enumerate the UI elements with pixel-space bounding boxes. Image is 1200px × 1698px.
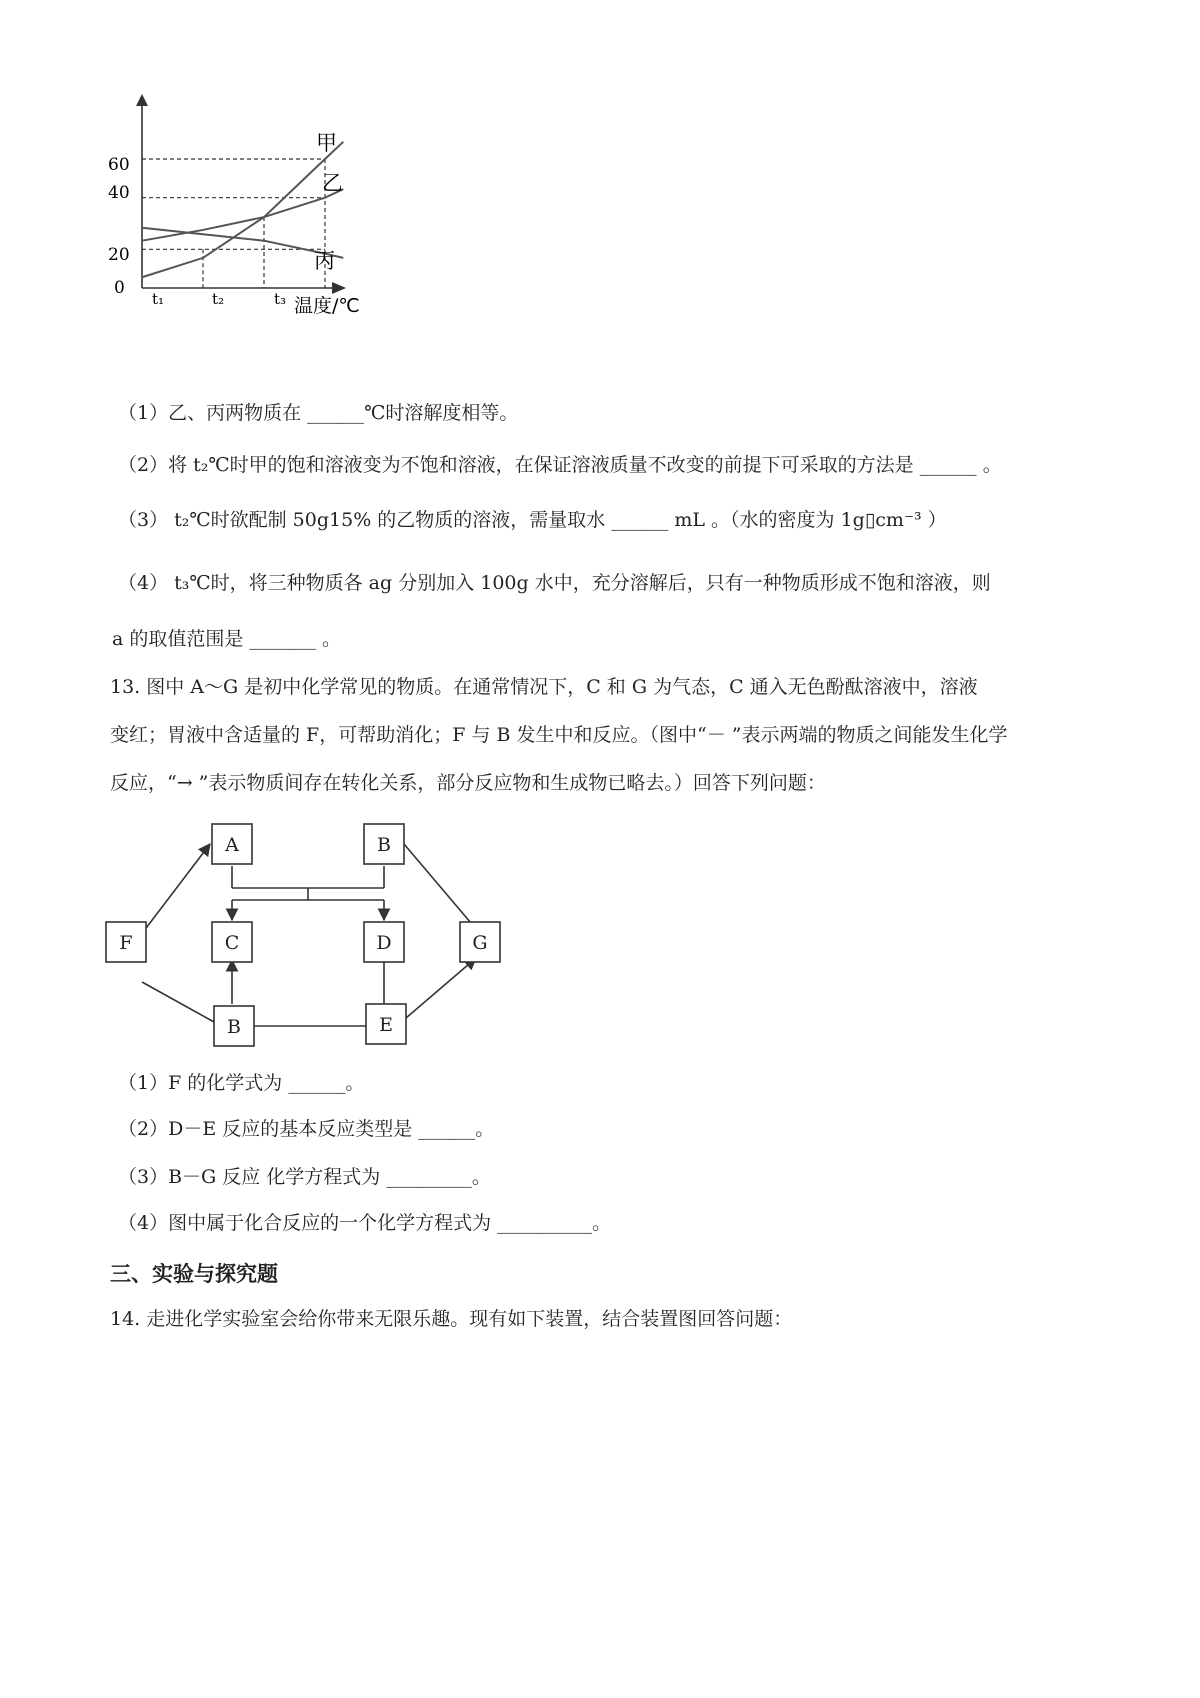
solubility-chart bbox=[100, 90, 380, 350]
node-b-bottom: B bbox=[227, 1016, 241, 1038]
x-axis-arrow bbox=[332, 282, 346, 294]
y-tick-40: 40 bbox=[108, 183, 130, 203]
series-label-bing: 丙 bbox=[314, 249, 335, 273]
node-a: A bbox=[225, 834, 239, 856]
q13-part3: （3）B－G 反应 化学方程式为 _________。 bbox=[118, 1166, 491, 1188]
y-tick-60: 60 bbox=[108, 155, 130, 175]
q12-part3: （3） t₂℃时欲配制 50g15% 的乙物质的溶液，需量取水 ______ mL 。（水的密度为 1g▯cm⁻³ ） bbox=[118, 509, 947, 531]
q12-part4-line2: a 的取值范围是 _______ 。 bbox=[112, 628, 341, 650]
x-tick-t1: t₁ bbox=[152, 290, 165, 308]
q13-part4: （4）图中属于化合反应的一个化学方程式为 __________。 bbox=[118, 1212, 612, 1234]
x-axis-label: 温度/℃ bbox=[294, 295, 360, 317]
node-e: E bbox=[379, 1014, 393, 1036]
q13-part2: （2）D－E 反应的基本反应类型是 ______。 bbox=[118, 1118, 495, 1140]
node-c: C bbox=[224, 932, 240, 954]
q14-intro: 14. 走进化学实验室会给你带来无限乐趣。现有如下装置，结合装置图回答问题： bbox=[110, 1308, 793, 1330]
q13-intro-line3: 反应，“→ ”表示物质间存在转化关系，部分反应物和生成物已略去。）回答下列问题： bbox=[110, 772, 826, 794]
reaction-diagram bbox=[100, 808, 520, 1058]
node-f: F bbox=[119, 932, 133, 954]
q13-part1: （1）F 的化学式为 ______。 bbox=[118, 1072, 365, 1094]
q12-part2: （2）将 t₂℃时甲的饱和溶液变为不饱和溶液，在保证溶液质量不改变的前提下可采取的方法是 ______ 。 bbox=[118, 454, 1002, 476]
node-b-top: B bbox=[377, 834, 391, 856]
series-label-yi: 乙 bbox=[322, 171, 343, 195]
node-d: D bbox=[376, 932, 392, 954]
x-tick-t3: t₃ bbox=[274, 290, 287, 308]
q13-intro-line1: 13. 图中 A～G 是初中化学常见的物质。在通常情况下，C 和 G 为气态，C 通入无色酚酞溶液中，溶液 bbox=[110, 676, 978, 698]
q13-intro-line2: 变红；胃液中含适量的 F，可帮助消化；F 与 B 发生中和反应。（图中“－ ”表示两端的物质之间能发生化学 bbox=[110, 724, 1008, 746]
origin-label: 0 bbox=[114, 278, 125, 298]
node-g: G bbox=[472, 932, 488, 954]
y-axis-arrow bbox=[136, 94, 148, 106]
q12-part4-line1: （4） t₃℃时，将三种物质各 ag 分别加入 100g 水中，充分溶解后，只有一种物质形成不饱和溶液，则 bbox=[118, 572, 991, 594]
series-line-yi bbox=[142, 189, 343, 241]
x-tick-t2: t₂ bbox=[212, 290, 225, 308]
y-tick-20: 20 bbox=[108, 245, 130, 265]
q12-part1: （1）乙、丙两物质在 ______℃时溶解度相等。 bbox=[118, 402, 519, 424]
section-heading: 三、实验与探究题 bbox=[110, 1262, 278, 1286]
series-label-jia: 甲 bbox=[316, 131, 337, 155]
